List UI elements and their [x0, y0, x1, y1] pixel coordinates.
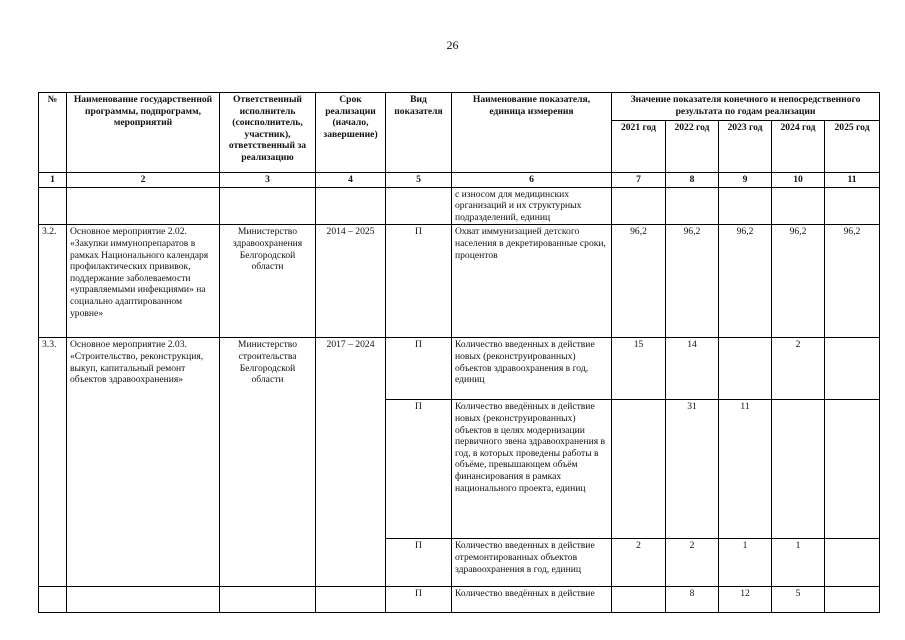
row-value	[612, 187, 666, 225]
header-year-2021: 2021 год	[612, 121, 666, 173]
row-program	[67, 187, 220, 225]
row-term: 2014 – 2025	[316, 225, 386, 338]
column-number: 5	[386, 173, 452, 188]
column-number: 11	[825, 173, 880, 188]
row-value	[719, 187, 772, 225]
row-value: 96,2	[825, 225, 880, 338]
column-number: 6	[452, 173, 612, 188]
column-number: 10	[772, 173, 825, 188]
table-row	[39, 187, 880, 225]
header-year-2022: 2022 год	[666, 121, 719, 173]
row-no: 3.3.	[39, 338, 67, 587]
header-executor: Ответственный исполнитель (соисполнитель, участник), ответственный за реализацию	[220, 93, 316, 173]
row-kind: П	[386, 400, 452, 539]
column-number: 2	[67, 173, 220, 188]
row-value: 2	[666, 539, 719, 587]
header-program: Наименование государственной программы, подпрограмм, мероприятий	[67, 93, 220, 173]
column-number-row	[39, 173, 880, 188]
row-value: 2	[612, 539, 666, 587]
row-value	[825, 338, 880, 400]
row-program	[67, 587, 220, 613]
row-value	[825, 587, 880, 613]
row-executor: Министерство здравоохранения Белгородской области	[220, 225, 316, 338]
row-kind: П	[386, 587, 452, 613]
row-program: Основное мероприятие 2.02. «Закупки иммунопрепаратов в рамках Национального календаря профилактических прививок, поддержание заболеваемости «управляемыми инфекциями» на социально адаптированном уровне»	[67, 225, 220, 338]
row-value: 96,2	[772, 225, 825, 338]
row-value: 12	[719, 587, 772, 613]
row-value: 1	[719, 539, 772, 587]
column-number: 8	[666, 173, 719, 188]
row-indicator: Количество введенных в действие отремонтированных объектов здравоохранения в год, единиц	[452, 539, 612, 587]
row-no	[39, 187, 67, 225]
header-kind: Вид показателя	[386, 93, 452, 173]
row-value: 8	[666, 587, 719, 613]
row-value	[772, 400, 825, 539]
row-value	[612, 400, 666, 539]
row-kind: П	[386, 225, 452, 338]
row-indicator: с износом для медицинских организаций и их структурных подразделений, единиц	[452, 187, 612, 225]
header-term: Срок реализации (начало, завершение)	[316, 93, 386, 173]
row-value	[825, 400, 880, 539]
row-value	[772, 187, 825, 225]
row-term: 2017 – 2024	[316, 338, 386, 587]
row-value	[666, 187, 719, 225]
row-no	[39, 587, 67, 613]
row-value: 5	[772, 587, 825, 613]
row-kind	[386, 187, 452, 225]
row-value: 1	[772, 539, 825, 587]
column-number: 4	[316, 173, 386, 188]
row-no: 3.2.	[39, 225, 67, 338]
row-value	[719, 338, 772, 400]
row-kind: П	[386, 539, 452, 587]
header-value-group: Значение показателя конечного и непосредственного результата по годам реализации	[612, 93, 880, 121]
row-value	[612, 587, 666, 613]
row-indicator: Количество введённых в действие новых (реконструированных) объектов в целях модернизации первичного звена здравоохранения в год, в которых проведены работы в объёме, превышающем объём финансирования в рамках национального проекта, единиц	[452, 400, 612, 539]
row-value: 96,2	[719, 225, 772, 338]
column-number: 1	[39, 173, 67, 188]
row-kind: П	[386, 338, 452, 400]
column-number: 7	[612, 173, 666, 188]
row-program: Основное мероприятие 2.03. «Строительство, реконструкция, выкуп, капитальный ремонт объектов здравоохранения»	[67, 338, 220, 587]
header-year-2025: 2025 год	[825, 121, 880, 173]
row-value: 96,2	[666, 225, 719, 338]
row-indicator: Количество введенных в действие новых (реконструированных) объектов здравоохранения в год, единиц	[452, 338, 612, 400]
header-year-2024: 2024 год	[772, 121, 825, 173]
row-indicator: Количество введённых в действие	[452, 587, 612, 613]
table-row	[39, 338, 880, 400]
table-row	[39, 587, 880, 613]
row-term	[316, 587, 386, 613]
header-no: №	[39, 93, 67, 173]
row-value	[825, 539, 880, 587]
header-row-1	[39, 93, 880, 121]
table-row	[39, 225, 880, 338]
row-executor	[220, 587, 316, 613]
row-value: 15	[612, 338, 666, 400]
row-executor: Министерство строительства Белгородской области	[220, 338, 316, 587]
column-number: 9	[719, 173, 772, 188]
row-value: 96,2	[612, 225, 666, 338]
page-number: 26	[446, 38, 459, 52]
row-value	[825, 187, 880, 225]
header-year-2023: 2023 год	[719, 121, 772, 173]
row-value: 11	[719, 400, 772, 539]
row-term	[316, 187, 386, 225]
header-indicator: Наименование показателя, единица измерения	[452, 93, 612, 173]
row-executor	[220, 187, 316, 225]
column-number: 3	[220, 173, 316, 188]
row-value: 14	[666, 338, 719, 400]
row-value: 31	[666, 400, 719, 539]
row-value: 2	[772, 338, 825, 400]
indicator-table	[38, 92, 880, 613]
row-indicator: Охват иммунизацией детского населения в декретированные сроки, процентов	[452, 225, 612, 338]
